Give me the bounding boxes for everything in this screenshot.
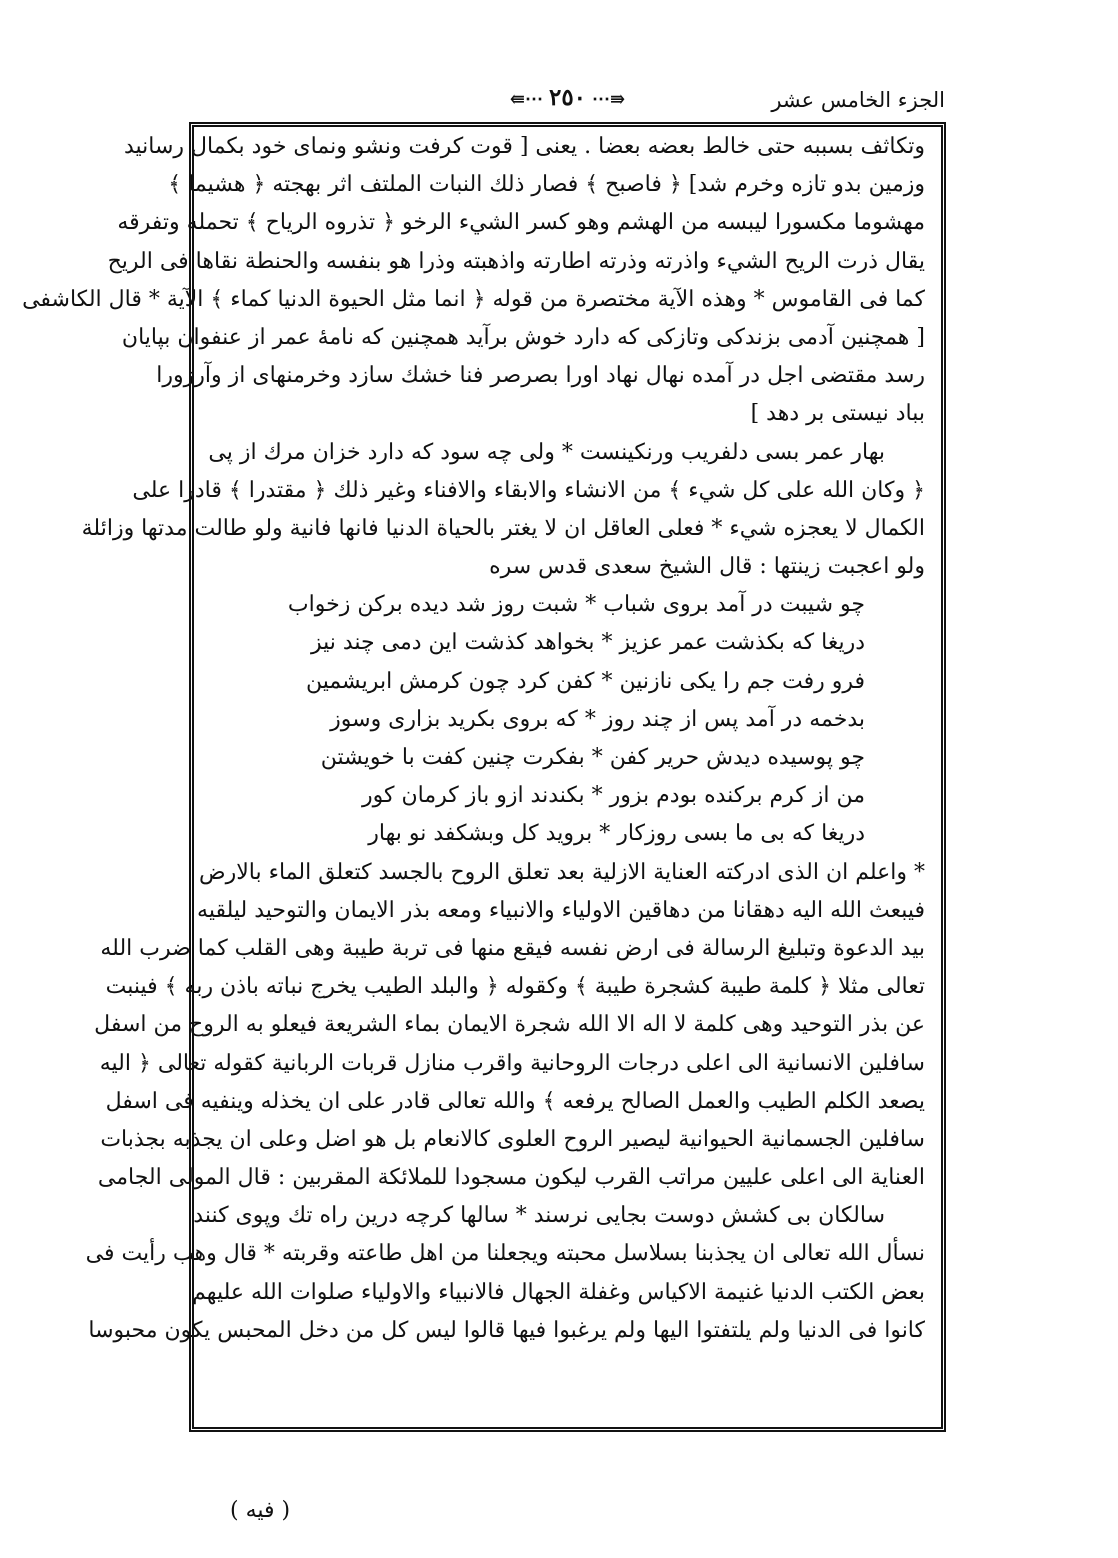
text-line: * واعلم ان الذى ادركته العناية الازلية بعد تعلق الروح بالجسد كتعلق الماء بالارض [199, 859, 925, 885]
text-line: ﴿ وكان الله على كل شيء ﴾ من الانشاء والابقاء والافناء وغير ذلك ﴿ مقتدرا ﴾ قادرا على [132, 477, 925, 503]
running-head: الجزء الخامس عشر [771, 88, 945, 112]
text-line: [ همچنين آدمى بزندكى وتازكى كه دارد خوش برآيد همچنين كه نامهٔ عمر از عنفوان بپايان [121, 324, 925, 350]
text-line: العناية الى اعلى عليين مراتب القرب ليكون مسجودا للملائكة المقربين : قال المولى الجامى [97, 1165, 925, 1191]
text-line: وتكاثف بسببه حتى خالط بعضه بعضا . يعنى [ قوت كرفت ونشو ونماى خود بكمال رسانيد [123, 134, 925, 159]
text-line: يقال ذرت الريح الشيء واذرته وذرته اطارته واذهبته وذرا هو بنفسه والحنطة نقاها فى الريح [107, 248, 925, 274]
ornament-icon: ⋯⇛ [592, 89, 626, 110]
verse-line: دريغا كه بى ما بسى روزكار * برويد كل وبشكفد نو بهار [368, 821, 865, 847]
text-line: كما فى القاموس * وهذه الآية مختصرة من قوله ﴿ انما مثل الحيوة الدنيا كماء ﴾ الآية * قال الكاشفى [22, 286, 925, 312]
text-line: عن بذر التوحيد وهى كلمة لا اله الا الله شجرة الايمان بماء الشريعة فيعلو به الروح من اسفل [94, 1012, 925, 1038]
verse-line: بدخمه در آمد پس از چند روز * كه بروى بكريد بزارى وسوز [330, 706, 865, 732]
ornament-icon: ⇚⋯ [509, 89, 543, 110]
text-line: فيبعث الله اليه دهقانا من دهاقين الاولياء والانبياء ومعه بذر الايمان والتوحيد ليلقيه [197, 897, 925, 923]
body-text [22, 128, 925, 1350]
text-line: ولو اعجبت زينتها : قال الشيخ سعدى قدس سره [489, 554, 925, 580]
text-line: سافلين الجسمانية الحيوانية ليصير الروح العلوى كالانعام بل هو اضل وعلى ان يجذبه بجذبات [100, 1126, 925, 1152]
verse-line: چو شيبت در آمد بروى شباب * شبت روز شد ديده بركن زخواب [287, 592, 865, 618]
text-line: بعض الكتب الدنيا غنيمة الاكياس وغفلة الجهال فالانبياء والاولياء صلوات الله عليهم [192, 1279, 925, 1305]
text-line: رسد مقتضى اجل در آمده نهال نهاد اورا بصرصر فنا خشك سازد وخرمنهاى از وآرزورا [156, 363, 925, 389]
text-line: سافلين الانسانية الى اعلى درجات الروحانية واقرب منازل قربات الربانية كقوله تعالى ﴿ اليه [99, 1050, 925, 1076]
text-line: مهشوما مكسورا ليبسه من الهشم وهو كسر الشيء الرخو ﴿ تذروه الرياح ﴾ تحمله وتفرقه [117, 210, 925, 236]
text-line: كانوا فى الدنيا ولم يلتفتوا اليها ولم يرغبوا فيها قالوا ليس كل من دخل المحبس يكون محبوسا [88, 1317, 925, 1343]
verse-line: فرو رفت جم را يكى نازنين * كفن كرد چون كرمش ابريشمين [305, 668, 865, 694]
text-line: يصعد الكلم الطيب والعمل الصالح يرفعه ﴾ والله تعالى قادر على ان يخذله وينفيه فى اسفل [105, 1088, 925, 1114]
page-number-value: ٢٥٠ [548, 84, 587, 111]
text-line: بيد الدعوة وتبليغ الرسالة فى ارض نفسه فيقع منها فى تربة طيبة وهى القلب كما ضرب الله [100, 935, 925, 961]
verse-line: چو پوسيده ديدش حرير كفن * بفكرت چنين كفت با خويشتن [320, 745, 865, 770]
verse-line: دريغا كه بكذشت عمر عزيز * بخواهد كذشت اين دمى چند نيز [310, 630, 865, 656]
couplet-line: بهار عمر بسى دلفريب ورنكينست * ولى چه سود كه دارد خزان مرك از پى [208, 439, 885, 465]
text-line: بباد نيستى بر دهد ] [750, 401, 925, 427]
page-header [190, 84, 945, 124]
verse-block [210, 586, 925, 853]
text-line: وزمين بدو تازه وخرم شد] ﴿ فاصبح ﴾ فصار ذلك النبات الملتف اثر بهجته ﴿ هشيما ﴾ [168, 172, 925, 198]
text-line: تعالى مثلا ﴿ كلمة طيبة كشجرة طيبة ﴾ وكقوله ﴿ والبلد الطيب يخرج نباته باذن ربه ﴾ فينبت [105, 974, 925, 1000]
text-line: نسأل الله تعالى ان يجذبنا بسلاسل محبته ويجعلنا من اهل طاعته وقربته * قال وهب رأيت فى [85, 1241, 925, 1267]
catchword: ( فيه ) [230, 1498, 291, 1523]
verse-line: من از كرم بركنده بودم بزور * بكندند ازو باز كرمان كور [362, 783, 865, 809]
couplet-line: سالكان بى كشش دوست بجايى نرسند * سالها كرچه درين راه تك وپوى كنند [193, 1203, 885, 1229]
text-line: الكمال لا يعجزه شيء * فعلى العاقل ان لا يغتر بالحياة الدنيا فانها فانية ولو طالت مدتها وزائلة [81, 515, 925, 541]
